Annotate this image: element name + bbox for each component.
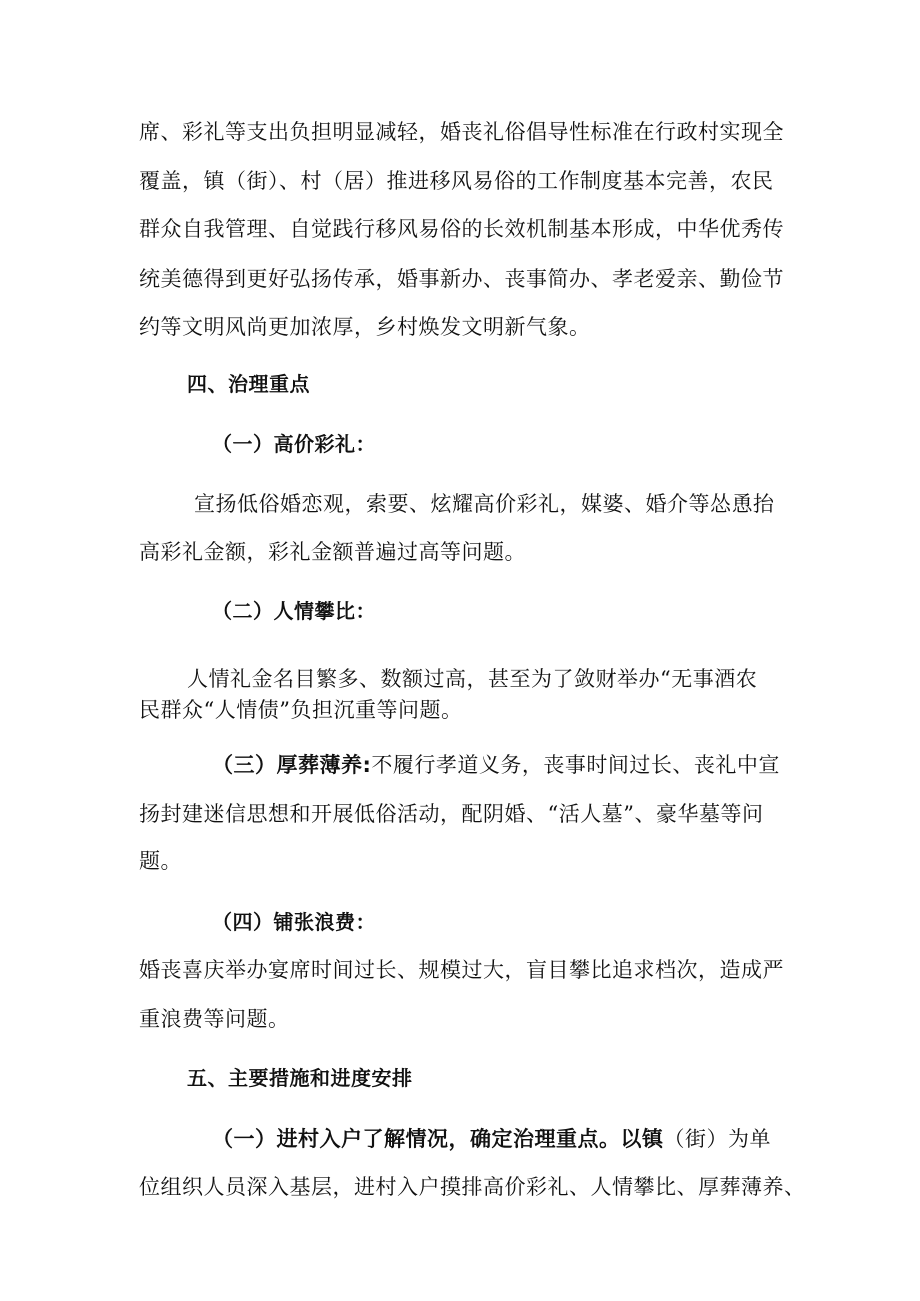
text-line: 位组织人员深入基层，进村入户摸排高价彩礼、人情攀比、厚葬薄养、	[139, 1175, 806, 1199]
subheading-high-bride-price: （一）高价彩礼：	[212, 432, 376, 456]
paragraph-measures-first-line	[212, 1124, 771, 1154]
text-line: 宣扬低俗婚恋观，索要、炫耀高价彩礼，媒婆、婚介等怂恿抬	[194, 492, 775, 516]
text-line: 高彩礼金额，彩礼金额普遍过高等问题。	[139, 540, 526, 564]
section-heading-5: 五、主要措施和进度安排	[187, 1066, 413, 1090]
text-run: （街）为单	[663, 1127, 771, 1151]
subheading-extravagance: （四）铺张浪费：	[212, 910, 376, 934]
text-run: 不履行孝道义务，丧事时间过长、丧礼中宣	[371, 753, 780, 777]
subheading-lavish-funeral: （三）厚葬薄养:	[212, 753, 372, 777]
text-line: 统美德得到更好弘扬传承，婚事新办、丧事简办、孝老爱亲、勤俭节	[139, 267, 784, 291]
text-line: 覆盖，镇（街）、村（居）推进移风易俗的工作制度基本完善，农民	[139, 169, 774, 193]
text-line: 扬封建迷信思想和开展低俗活动，配阴婚、“活人墓”、豪华墓等问	[139, 802, 764, 826]
text-line: 群众自我管理、自觉践行移风易俗的长效机制基本形成，中华优秀传	[139, 217, 784, 241]
text-line: 重浪费等问题。	[139, 1007, 290, 1031]
paragraph-lavish-funeral-first-line	[212, 750, 780, 780]
text-line: 题。	[139, 849, 182, 873]
section-heading-4: 四、治理重点	[187, 372, 310, 396]
text-line: 人情礼金名目繁多、数额过高，甚至为了敛财举办“无事酒农	[187, 667, 758, 691]
text-line: 席、彩礼等支出负担明显减轻，婚丧礼俗倡导性标准在行政村实现全	[139, 120, 784, 144]
subheading-favor-comparison: （二）人情攀比：	[212, 599, 376, 623]
text-line: 约等文明风尚更加浓厚，乡村焕发文明新气象。	[139, 315, 591, 339]
subheading-village-survey: （一）进村入户了解情况，确定治理重点。以镇	[212, 1127, 664, 1151]
text-line: 婚丧喜庆举办宴席时间过长、规模过大，盲目攀比追求档次，造成严	[139, 958, 784, 982]
text-line: 民群众“人情债”负担沉重等问题。	[139, 698, 463, 722]
